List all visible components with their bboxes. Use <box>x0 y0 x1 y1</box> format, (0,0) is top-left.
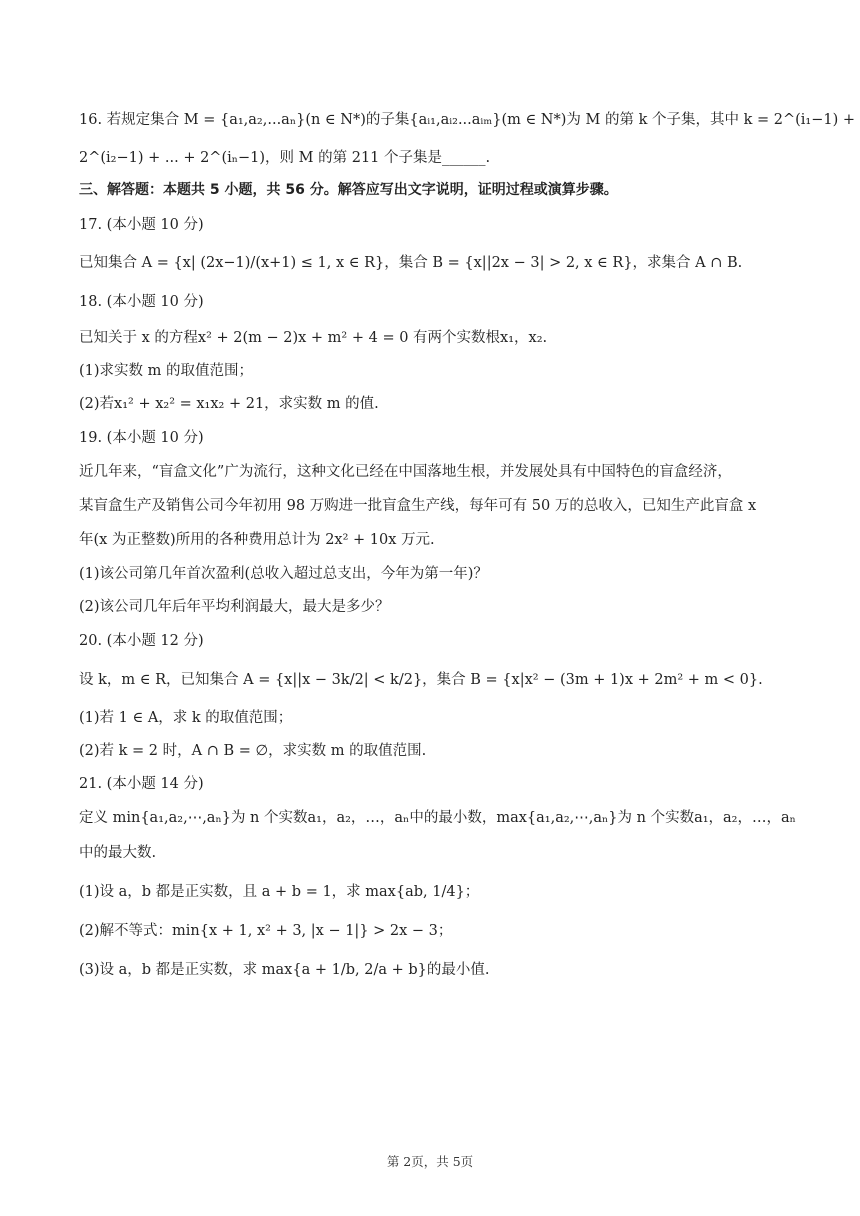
problem-20-part-1: (1)若 1 ∈ A，求 k 的取值范围； <box>79 710 293 726</box>
section-heading: 三、解答题：本题共 5 小题，共 56 分。解答应写出文字说明，证明过程或演算步骤。 <box>79 182 618 198</box>
problem-19-body-2: 某盲盒生产及销售公司今年初用 98 万购进一批盲盒生产线，每年可有 50 万的总收入，已知生产此盲盒 x <box>79 498 757 514</box>
problem-21-part-2: (2)解不等式：min{x + 1, x² + 3, |x − 1|} > 2x − 3； <box>79 923 453 939</box>
problem-18-part-1: (1)求实数 m 的取值范围； <box>79 363 254 379</box>
problem-19-part-2: (2)该公司几年后年平均利润最大，最大是多少？ <box>79 599 390 615</box>
problem-16-line-2: 2^(i₂−1) + ... + 2^(iₙ−1)，则 M 的第 211 个子集是______. <box>79 150 491 166</box>
problem-19-part-1: (1)该公司第几年首次盈利(总收入超过总支出，今年为第一年)？ <box>79 566 488 582</box>
problem-18-header: 18. (本小题 10 分) <box>79 294 204 310</box>
problem-17-header: 17. (本小题 10 分) <box>79 217 204 233</box>
page-footer: 第 2页，共 5页 <box>386 1154 474 1169</box>
problem-19-body-3: 年(x 为正整数)所用的各种费用总计为 2x² + 10x 万元. <box>79 532 435 548</box>
problem-21-part-3: (3)设 a，b 都是正实数，求 max{a + 1/b, 2/a + b}的最小值. <box>79 962 490 978</box>
problem-21-part-1: (1)设 a，b 都是正实数，且 a + b = 1，求 max{ab, 1/4}； <box>79 884 480 900</box>
problem-16-line-1: 16. 若规定集合 M = {a₁,a₂,...aₙ}(n ∈ N*)的子集{aᵢ₁,aᵢ₂...aᵢₘ}(m ∈ N*)为 M 的第 k 个子集，其中 k = 2^(i₁−1) + <box>79 112 856 128</box>
problem-17-body: 已知集合 A = {x| (2x−1)/(x+1) ≤ 1, x ∈ R}，集合 B = {x||2x − 3| > 2, x ∈ R}，求集合 A ∩ B. <box>79 255 743 271</box>
problem-18-body: 已知关于 x 的方程x² + 2(m − 2)x + m² + 4 = 0 有两个实数根x₁，x₂. <box>79 330 548 346</box>
problem-19-header: 19. (本小题 10 分) <box>79 430 204 446</box>
problem-21-body-2: 中的最大数. <box>79 845 157 861</box>
problem-20-header: 20. (本小题 12 分) <box>79 633 204 649</box>
problem-20-part-2: (2)若 k = 2 时，A ∩ B = ∅，求实数 m 的取值范围. <box>79 743 427 759</box>
problem-20-body: 设 k，m ∈ R，已知集合 A = {x||x − 3k/2| < k/2}，集合 B = {x|x² − (3m + 1)x + 2m² + m < 0}. <box>79 672 763 688</box>
problem-19-body-1: 近几年来，“盲盒文化”广为流行，这种文化已经在中国落地生根，并发展处具有中国特色的盲盒经济， <box>79 464 732 480</box>
problem-21-body-1: 定义 min{a₁,a₂,⋯,aₙ}为 n 个实数a₁，a₂，…，aₙ中的最小数，max{a₁,a₂,⋯,aₙ}为 n 个实数a₁，a₂，…，aₙ <box>79 810 796 826</box>
problem-21-header: 21. (本小题 14 分) <box>79 776 204 792</box>
problem-18-part-2: (2)若x₁² + x₂² = x₁x₂ + 21，求实数 m 的值. <box>79 396 379 412</box>
